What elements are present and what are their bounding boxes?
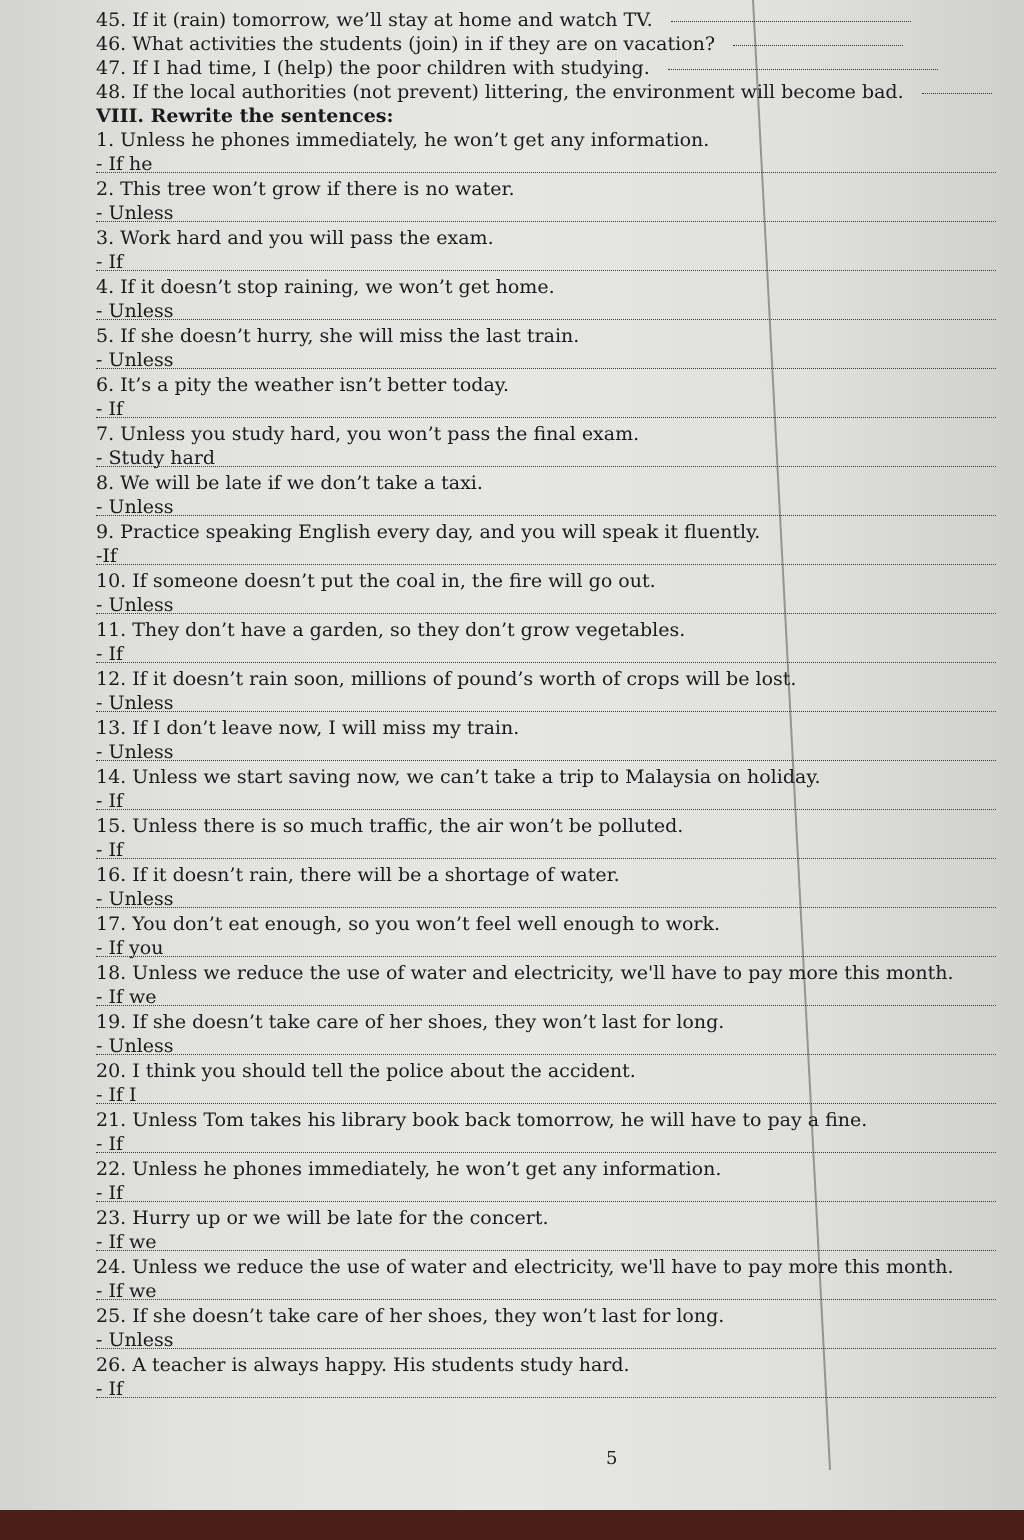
exercise-answer-line[interactable] xyxy=(96,446,1006,471)
answer-start-text: - Unless xyxy=(96,888,174,910)
answer-start-text: - If we xyxy=(96,986,157,1008)
exercise-question: 15. Unless there is so much traffic, the air won’t be polluted. xyxy=(96,815,684,837)
answer-start-text: - If xyxy=(96,790,123,812)
exercise-17 xyxy=(96,912,1006,961)
dotted-answer-line[interactable] xyxy=(96,1397,996,1398)
exercise-question: 17. You don’t eat enough, so you won’t feel well enough to work. xyxy=(96,913,721,935)
exercise-2 xyxy=(96,177,1006,226)
exercise-answer-line[interactable] xyxy=(96,691,1006,716)
answer-start-text: - If I xyxy=(96,1084,137,1106)
exercise-21 xyxy=(96,1108,1006,1157)
exercise-answer-line[interactable] xyxy=(96,1181,1006,1206)
exercise-answer-line[interactable] xyxy=(96,348,1006,373)
answer-start-text: - If you xyxy=(96,937,164,959)
dotted-answer-line[interactable] xyxy=(96,319,996,320)
answer-blank-48[interactable] xyxy=(922,93,992,94)
exercise-question: 18. Unless we reduce the use of water and electricity, we'll have to pay more this month. xyxy=(96,962,954,984)
exercise-answer-line[interactable] xyxy=(96,936,1006,961)
exercise-question: 7. Unless you study hard, you won’t pass the final exam. xyxy=(96,423,640,445)
exercise-question: 25. If she doesn’t take care of her shoes, they won’t last for long. xyxy=(96,1305,725,1327)
question-47: 47. If I had time, I (help) the poor children with studying. xyxy=(96,57,650,79)
exercise-23 xyxy=(96,1206,1006,1255)
exercise-12 xyxy=(96,667,1006,716)
exercise-answer-line[interactable] xyxy=(96,789,1006,814)
dotted-answer-line[interactable] xyxy=(96,564,996,565)
dotted-answer-line[interactable] xyxy=(96,1005,996,1006)
answer-start-text: - Unless xyxy=(96,692,174,714)
exercise-15 xyxy=(96,814,1006,863)
top-line-47 xyxy=(96,56,1006,80)
exercise-question: 9. Practice speaking English every day, and you will speak it fluently. xyxy=(96,521,761,543)
exercise-question: 3. Work hard and you will pass the exam. xyxy=(96,227,494,249)
exercise-answer-line[interactable] xyxy=(96,1279,1006,1304)
dotted-answer-line[interactable] xyxy=(96,1054,996,1055)
exercise-8 xyxy=(96,471,1006,520)
dotted-answer-line[interactable] xyxy=(96,1152,996,1153)
worksheet-content xyxy=(96,8,1006,1402)
dotted-answer-line[interactable] xyxy=(96,1299,996,1300)
answer-start-text: - If we xyxy=(96,1280,157,1302)
exercise-question: 10. If someone doesn’t put the coal in, the fire will go out. xyxy=(96,570,656,592)
exercise-answer-line[interactable] xyxy=(96,985,1006,1010)
dotted-answer-line[interactable] xyxy=(96,1201,996,1202)
exercise-answer-line[interactable] xyxy=(96,1377,1006,1402)
exercise-question: 13. If I don’t leave now, I will miss my train. xyxy=(96,717,520,739)
exercise-question: 23. Hurry up or we will be late for the concert. xyxy=(96,1207,549,1229)
answer-start-text: - If xyxy=(96,1133,123,1155)
exercise-question: 5. If she doesn’t hurry, she will miss the last train. xyxy=(96,325,580,347)
exercise-19 xyxy=(96,1010,1006,1059)
exercise-7 xyxy=(96,422,1006,471)
answer-start-text: - If xyxy=(96,643,123,665)
exercise-answer-line[interactable] xyxy=(96,887,1006,912)
answer-start-text: - Unless xyxy=(96,349,174,371)
dotted-answer-line[interactable] xyxy=(96,956,996,957)
exercise-22 xyxy=(96,1157,1006,1206)
dotted-answer-line[interactable] xyxy=(96,270,996,271)
dotted-answer-line[interactable] xyxy=(96,1250,996,1251)
exercise-26 xyxy=(96,1353,1006,1402)
exercise-1 xyxy=(96,128,1006,177)
section-title: VIII. Rewrite the sentences: xyxy=(96,105,394,127)
exercise-question: 12. If it doesn’t rain soon, millions of pound’s worth of crops will be lost. xyxy=(96,668,797,690)
dotted-answer-line[interactable] xyxy=(96,760,996,761)
question-45: 45. If it (rain) tomorrow, we’ll stay at home and watch TV. xyxy=(96,9,653,31)
dotted-answer-line[interactable] xyxy=(96,809,996,810)
exercise-question: 8. We will be late if we don’t take a taxi. xyxy=(96,472,483,494)
dotted-answer-line[interactable] xyxy=(96,711,996,712)
exercise-question: 1. Unless he phones immediately, he won’t get any information. xyxy=(96,129,710,151)
exercise-answer-line[interactable] xyxy=(96,201,1006,226)
answer-start-text: - Unless xyxy=(96,1035,174,1057)
top-line-45 xyxy=(96,8,1006,32)
dotted-answer-line[interactable] xyxy=(96,368,996,369)
exercise-answer-line[interactable] xyxy=(96,1132,1006,1157)
dotted-answer-line[interactable] xyxy=(96,466,996,467)
exercise-question: 6. It’s a pity the weather isn’t better today. xyxy=(96,374,510,396)
exercise-question: 14. Unless we start saving now, we can’t take a trip to Malaysia on holiday. xyxy=(96,766,821,788)
page-number: 5 xyxy=(606,1448,618,1469)
exercise-question: 2. This tree won’t grow if there is no water. xyxy=(96,178,515,200)
exercise-10 xyxy=(96,569,1006,618)
answer-start-text: - Unless xyxy=(96,300,174,322)
exercise-question: 19. If she doesn’t take care of her shoes, they won’t last for long. xyxy=(96,1011,725,1033)
answer-start-text: - Unless xyxy=(96,741,174,763)
question-46: 46. What activities the students (join) in if they are on vacation? xyxy=(96,33,716,55)
exercise-answer-line[interactable] xyxy=(96,740,1006,765)
exercise-14 xyxy=(96,765,1006,814)
top-line-46 xyxy=(96,32,1006,56)
answer-start-text: - Unless xyxy=(96,594,174,616)
exercise-18 xyxy=(96,961,1006,1010)
exercise-answer-line[interactable] xyxy=(96,1230,1006,1255)
exercise-question: 16. If it doesn’t rain, there will be a shortage of water. xyxy=(96,864,620,886)
answer-start-text: - Unless xyxy=(96,496,174,518)
exercise-question: 21. Unless Tom takes his library book back tomorrow, he will have to pay a fine. xyxy=(96,1109,868,1131)
exercise-answer-line[interactable] xyxy=(96,152,1006,177)
exercise-16 xyxy=(96,863,1006,912)
exercise-answer-line[interactable] xyxy=(96,1034,1006,1059)
exercise-question: 22. Unless he phones immediately, he won’t get any information. xyxy=(96,1158,722,1180)
exercise-answer-line[interactable] xyxy=(96,642,1006,667)
dotted-answer-line[interactable] xyxy=(96,858,996,859)
answer-start-text: - If xyxy=(96,398,123,420)
exercise-25 xyxy=(96,1304,1006,1353)
dotted-answer-line[interactable] xyxy=(96,1103,996,1104)
exercise-question: 20. I think you should tell the police about the accident. xyxy=(96,1060,636,1082)
exercise-11 xyxy=(96,618,1006,667)
exercise-answer-line[interactable] xyxy=(96,495,1006,520)
exercise-9 xyxy=(96,520,1006,569)
top-line-48 xyxy=(96,80,1006,104)
exercise-answer-line[interactable] xyxy=(96,299,1006,324)
answer-start-text: - Unless xyxy=(96,202,174,224)
answer-start-text: - If we xyxy=(96,1231,157,1253)
answer-start-text: - Study hard xyxy=(96,447,216,469)
question-48: 48. If the local authorities (not prevent) littering, the environment will become bad. xyxy=(96,81,904,103)
exercise-3 xyxy=(96,226,1006,275)
answer-start-text: - Unless xyxy=(96,1329,174,1351)
exercise-20 xyxy=(96,1059,1006,1108)
answer-start-text: -If xyxy=(96,545,117,567)
exercise-answer-line[interactable] xyxy=(96,1328,1006,1353)
answer-blank-46[interactable] xyxy=(733,45,903,46)
exercise-5 xyxy=(96,324,1006,373)
exercise-question: 11. They don’t have a garden, so they don’t grow vegetables. xyxy=(96,619,686,641)
exercise-6 xyxy=(96,373,1006,422)
exercise-question: 26. A teacher is always happy. His students study hard. xyxy=(96,1354,630,1376)
dotted-answer-line[interactable] xyxy=(96,172,996,173)
dotted-answer-line[interactable] xyxy=(96,1348,996,1349)
answer-start-text: - If xyxy=(96,251,123,273)
exercise-answer-line[interactable] xyxy=(96,397,1006,422)
exercise-answer-line[interactable] xyxy=(96,250,1006,275)
exercise-answer-line[interactable] xyxy=(96,544,1006,569)
exercise-question: 24. Unless we reduce the use of water and electricity, we'll have to pay more this month. xyxy=(96,1256,954,1278)
dotted-answer-line[interactable] xyxy=(96,221,996,222)
answer-blank-45[interactable] xyxy=(671,21,911,22)
exercise-24 xyxy=(96,1255,1006,1304)
dotted-answer-line[interactable] xyxy=(96,417,996,418)
exercise-answer-line[interactable] xyxy=(96,838,1006,863)
dotted-answer-line[interactable] xyxy=(96,907,996,908)
answer-blank-47[interactable] xyxy=(668,69,938,70)
dotted-answer-line[interactable] xyxy=(96,515,996,516)
exercise-13 xyxy=(96,716,1006,765)
exercise-answer-line[interactable] xyxy=(96,1083,1006,1108)
answer-start-text: - If xyxy=(96,839,123,861)
answer-start-text: - If he xyxy=(96,153,153,175)
dotted-answer-line[interactable] xyxy=(96,613,996,614)
answer-start-text: - If xyxy=(96,1378,123,1400)
exercise-question: 4. If it doesn’t stop raining, we won’t get home. xyxy=(96,276,555,298)
exercise-answer-line[interactable] xyxy=(96,593,1006,618)
answer-start-text: - If xyxy=(96,1182,123,1204)
dotted-answer-line[interactable] xyxy=(96,662,996,663)
exercise-4 xyxy=(96,275,1006,324)
